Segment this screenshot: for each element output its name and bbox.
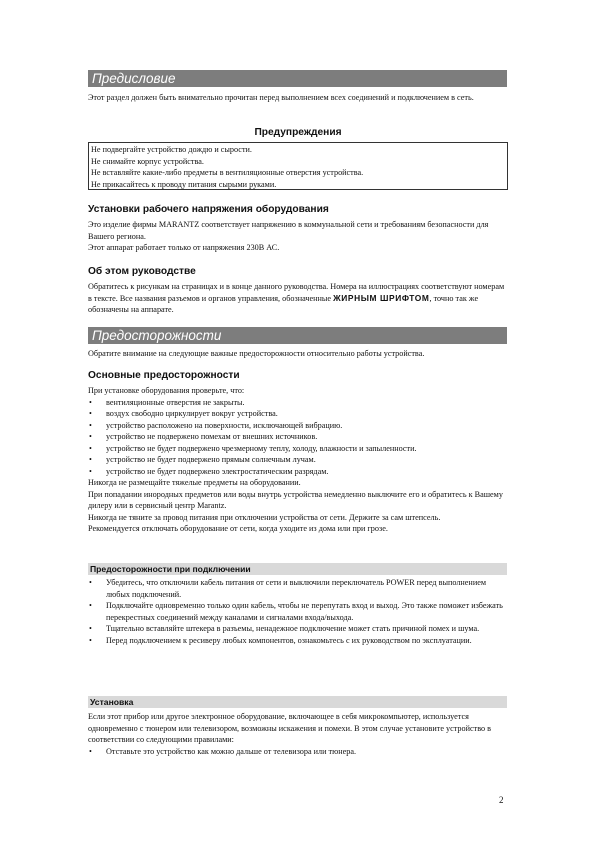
preface-title: Предисловие bbox=[92, 71, 176, 86]
voltage-title: Установки рабочего напряжения оборудования bbox=[88, 204, 329, 215]
warning-item: Не подвергайте устройство дождю и сырости. bbox=[91, 145, 252, 154]
installation-text: Если этот прибор или другое электронное оборудование, включающее в себя микрокомпьютер, используется одновременно с тюнером или телевизором, возможны искажения и помехи. В этом случае установите устройство в соответствии со следующими правилами: bbox=[88, 712, 492, 744]
manual-text-a: Обратитесь к рисункам на страницах и в конце данного руководства. Номера на иллюстрациях соответствуют номерам в тексте. Все названия разъемов и органов управления, обозначенные bbox=[88, 282, 505, 303]
list-item: • устройство не будет подвержено электростатическим разрядам. bbox=[88, 466, 508, 478]
voltage-text bbox=[88, 219, 508, 254]
voltage-text-2: Этот аппарат работает только от напряжения 230В АС. bbox=[88, 243, 280, 252]
connection-list bbox=[88, 577, 508, 646]
basic-after-3: Никогда не тяните за провод питания при отключении устройства от сети. Держите за сам штепсель. bbox=[88, 512, 441, 522]
basic-lead: При установке оборудования проверьте, что: bbox=[88, 386, 245, 395]
precautions-title: Предосторожности bbox=[92, 328, 222, 343]
warning-item: Не снимайте корпус устройства. bbox=[91, 156, 204, 166]
basic-after-4: Рекомендуется отключать оборудование от сети, когда уходите из дома или при грозе. bbox=[88, 524, 388, 533]
installation-list bbox=[88, 746, 508, 758]
manual-text bbox=[88, 281, 508, 316]
basic-after-1: Никогда не размещайте тяжелые предметы на оборудовании. bbox=[88, 478, 301, 487]
manual-text-bold: ЖИРНЫМ ШРИФТОМ bbox=[333, 292, 430, 303]
list-item: • Отставьте это устройство как можно дальше от телевизора или тюнера. bbox=[88, 746, 508, 758]
precautions-title-bar bbox=[88, 327, 507, 344]
preface-intro: Этот раздел должен быть внимательно прочитан перед выполнением всех соединений и подключением в сеть. bbox=[88, 93, 474, 102]
list-item: • Перед подключением к ресиверу любых компонентов, ознакомьтесь с их руководством по эксплуатации. bbox=[88, 635, 508, 647]
basic-title: Основные предосторожности bbox=[88, 370, 240, 381]
installation-body bbox=[88, 711, 508, 757]
list-item: • вентиляционные отверстия не закрыты. bbox=[88, 397, 508, 409]
list-item: • Подключайте одновременно только один кабель, чтобы не перепутать вход и выход. Это также поможет избежать перекрестных соединений между каналами и сигналами входа/выхода. bbox=[88, 600, 508, 623]
page-number: 2 bbox=[499, 795, 504, 805]
warnings-box bbox=[88, 142, 508, 190]
connection-title: Предосторожности при подключении bbox=[88, 563, 507, 575]
voltage-text-1: Это изделие фирмы MARANTZ соответствует напряжению в коммунальной сети и требованиям безопасности для Вашего региона. bbox=[88, 220, 489, 241]
manual-title: Об этом руководстве bbox=[88, 266, 196, 277]
preface-title-bar bbox=[88, 70, 507, 87]
precautions-intro: Обратите внимание на следующие важные предосторожности относительно работы устройства. bbox=[88, 349, 425, 358]
list-item: • Тщательно вставляйте штекера в разъемы, ненадежное подключение может стать причиной помех и шума. bbox=[88, 623, 508, 635]
basic-after-2: При попадании инородных предметов или воды внутрь устройства немедленно выключите его и обратитесь к Вашему дилеру или в сервисный центр Marantz. bbox=[88, 489, 503, 510]
basic-body bbox=[88, 385, 508, 535]
warning-item: Не прикасайтесь к проводу питания сырыми руками. bbox=[91, 179, 277, 189]
list-item: • Убедитесь, что отключили кабель питания от сети и выключили переключатель POWER перед выполнением любых подключений. bbox=[88, 577, 508, 600]
installation-title: Установка bbox=[88, 696, 507, 708]
basic-list bbox=[88, 397, 508, 478]
list-item: • устройство не будет подвержено прямым солнечным лучам. bbox=[88, 454, 508, 466]
list-item: • устройство не будет подвержено чрезмерному теплу, холоду, влажности и запыленности. bbox=[88, 443, 508, 455]
warning-item: Не вставляйте какие-либо предметы в вентиляционные отверстия устройства. bbox=[91, 168, 364, 178]
connection-body bbox=[88, 577, 508, 646]
list-item: • устройство расположено на поверхности, исключающей вибрацию. bbox=[88, 420, 508, 432]
list-item: • устройство не подвержено помехам от внешних источников. bbox=[88, 431, 508, 443]
list-item: • воздух свободно циркулирует вокруг устройства. bbox=[88, 408, 508, 420]
manual-text-b: , точно так же обозначены на аппарате. bbox=[88, 293, 479, 314]
warnings-title: Предупреждения bbox=[254, 127, 342, 138]
